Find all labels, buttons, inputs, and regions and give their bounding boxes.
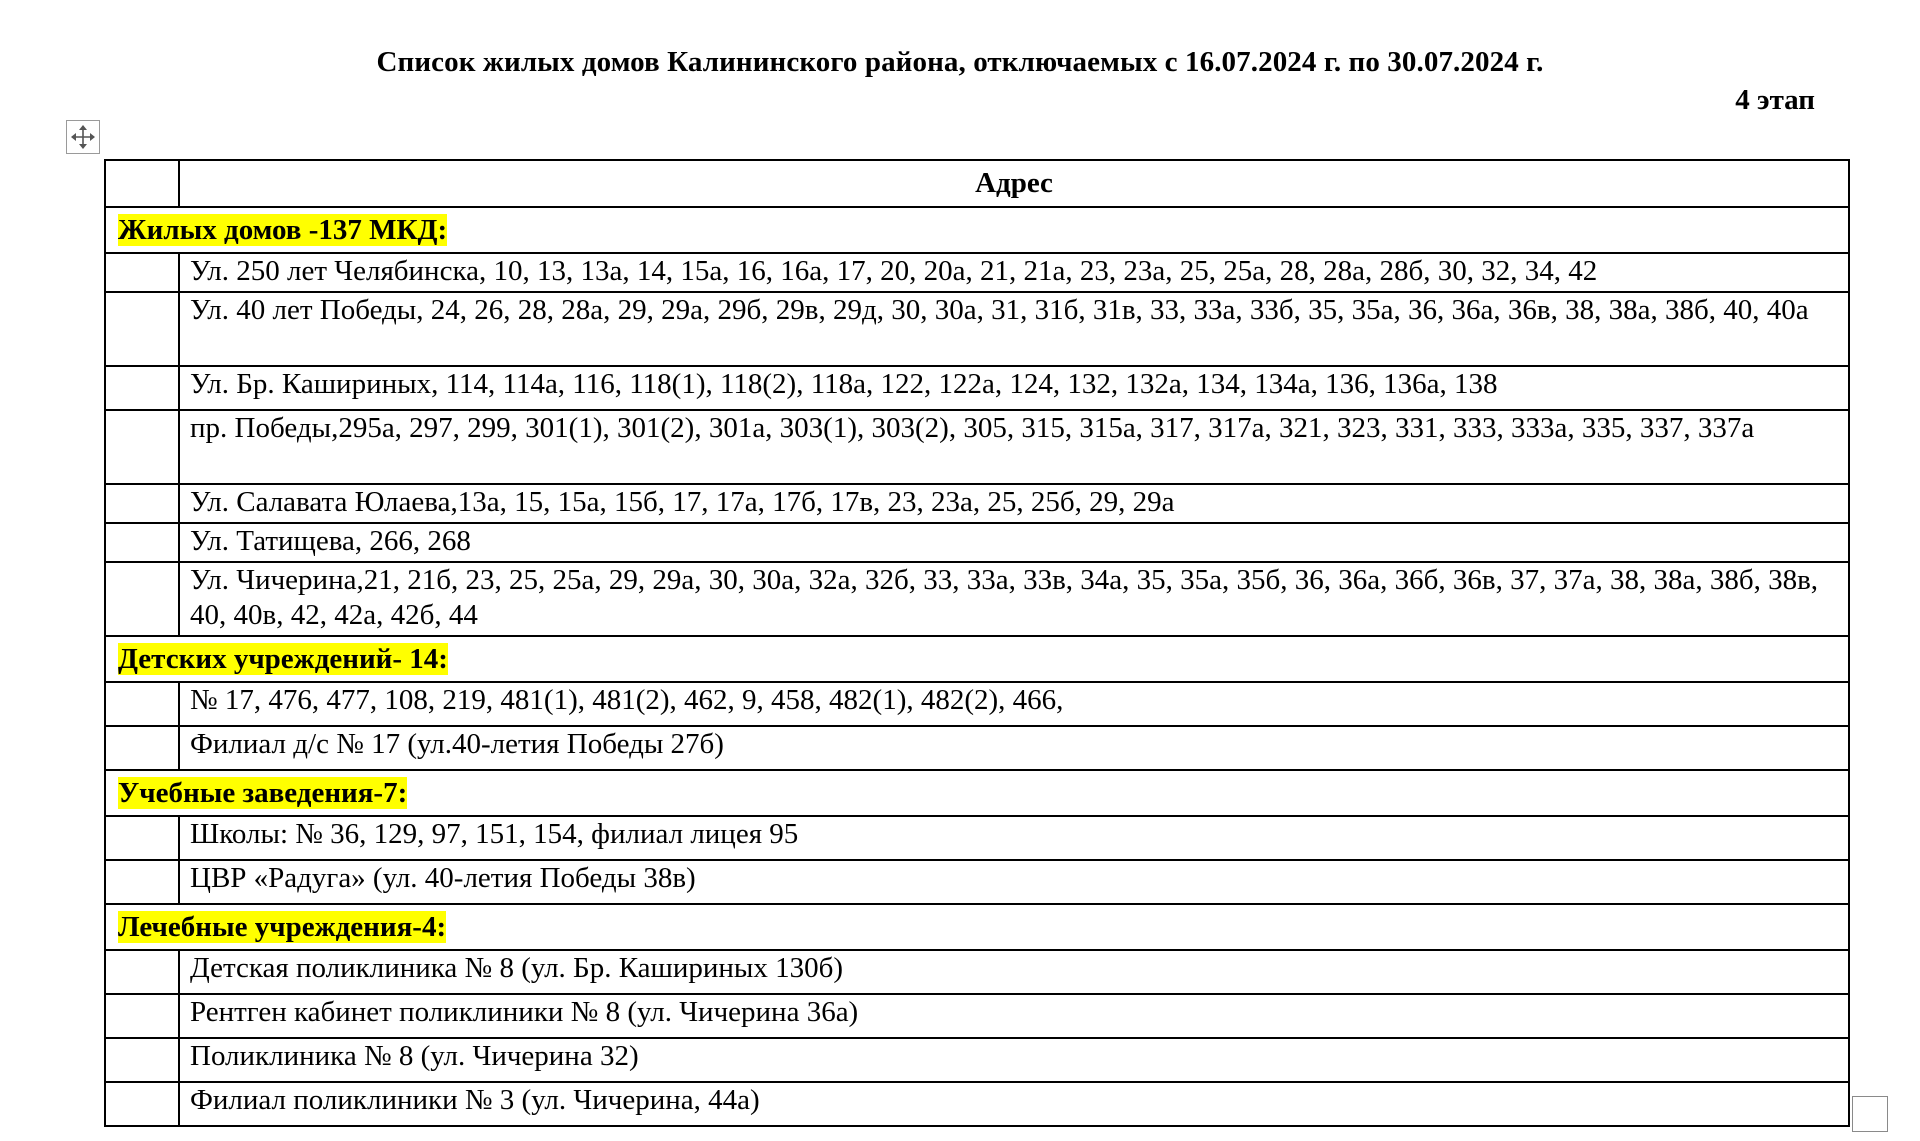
address-cell: Детская поликлиника № 8 (ул. Бр. Кашириных 130б) (179, 950, 1849, 994)
table-row (105, 950, 1849, 994)
table-row (105, 1082, 1849, 1126)
document-title: Список жилых домов Калининского района, отключаемых с 16.07.2024 г. по 30.07.2024 г. (376, 46, 1544, 78)
table-row (105, 816, 1849, 860)
category-row (105, 636, 1849, 682)
table-row (105, 994, 1849, 1038)
table-row (105, 484, 1849, 523)
address-header-cell: Адрес (179, 160, 1849, 207)
table-row (105, 562, 1849, 636)
address-cell: Ул. 40 лет Победы, 24, 26, 28, 28а, 29, 29а, 29б, 29в, 29д, 30, 30а, 31, 31б, 31в, 33, 33а, 33б, 35, 35а, 36, 36а, 36в, 38, 38а, 38б, 40, 40а (179, 292, 1849, 366)
category-row (105, 770, 1849, 816)
category-row (105, 207, 1849, 253)
address-cell: Ул. 250 лет Челябинска, 10, 13, 13а, 14, 15а, 16, 16а, 17, 20, 20а, 21, 21а, 23, 23а, 25, 25а, 28, 28а, 28б, 30, 32, 34, 42 (179, 253, 1849, 292)
table-header-row (105, 160, 1849, 207)
table-row (105, 253, 1849, 292)
table-resize-handle[interactable] (1852, 1096, 1888, 1132)
move-arrows-icon (70, 124, 96, 150)
address-cell: № 17, 476, 477, 108, 219, 481(1), 481(2), 462, 9, 458, 482(1), 482(2), 466, (179, 682, 1849, 726)
table-row (105, 682, 1849, 726)
table-row (105, 523, 1849, 562)
address-cell: Филиал поликлиники № 3 (ул. Чичерина, 44а) (179, 1082, 1849, 1126)
table-row (105, 860, 1849, 904)
table-row (105, 292, 1849, 366)
address-cell: Ул. Чичерина,21, 21б, 23, 25, 25а, 29, 29а, 30, 30а, 32а, 32б, 33, 33а, 33в, 34а, 35, 35а, 35б, 36, 36а, 36б, 36в, 37, 37а, 38, 38а, 38б, 38в, 40, 40в, 42, 42а, 42б, 44 (179, 562, 1849, 636)
number-header-cell (105, 160, 179, 207)
address-cell: Рентген кабинет поликлиники № 8 (ул. Чичерина 36а) (179, 994, 1849, 1038)
address-cell: пр. Победы,295а, 297, 299, 301(1), 301(2), 301а, 303(1), 303(2), 305, 315, 315а, 317, 317а, 321, 323, 331, 333, 333а, 335, 337, 337а (179, 410, 1849, 484)
address-table (104, 159, 1850, 1127)
category-label: Учебные заведения-7: (118, 776, 408, 809)
table-row (105, 410, 1849, 484)
table-row (105, 366, 1849, 410)
address-cell: Ул. Бр. Кашириных, 114, 114а, 116, 118(1), 118(2), 118а, 122, 122а, 124, 132, 132а, 134, 134а, 136, 136а, 138 (179, 366, 1849, 410)
table-row (105, 726, 1849, 770)
table-move-handle[interactable] (66, 120, 100, 154)
address-cell: Ул. Татищева, 266, 268 (179, 523, 1849, 562)
category-row (105, 904, 1849, 950)
address-cell: Ул. Салавата Юлаева,13а, 15, 15а, 15б, 17, 17а, 17б, 17в, 23, 23а, 25, 25б, 29, 29а (179, 484, 1849, 523)
category-label: Детских учреждений- 14: (118, 642, 448, 675)
address-cell: ЦВР «Радуга» (ул. 40-летия Победы 38в) (179, 860, 1849, 904)
table-row (105, 1038, 1849, 1082)
address-cell: Поликлиника № 8 (ул. Чичерина 32) (179, 1038, 1849, 1082)
stage-label: 4 этап (1735, 84, 1815, 116)
address-cell: Филиал д/с № 17 (ул.40-летия Победы 27б) (179, 726, 1849, 770)
address-cell: Школы: № 36, 129, 97, 151, 154, филиал лицея 95 (179, 816, 1849, 860)
category-label: Лечебные учреждения-4: (118, 910, 447, 943)
category-label: Жилых домов -137 МКД: (118, 213, 448, 246)
